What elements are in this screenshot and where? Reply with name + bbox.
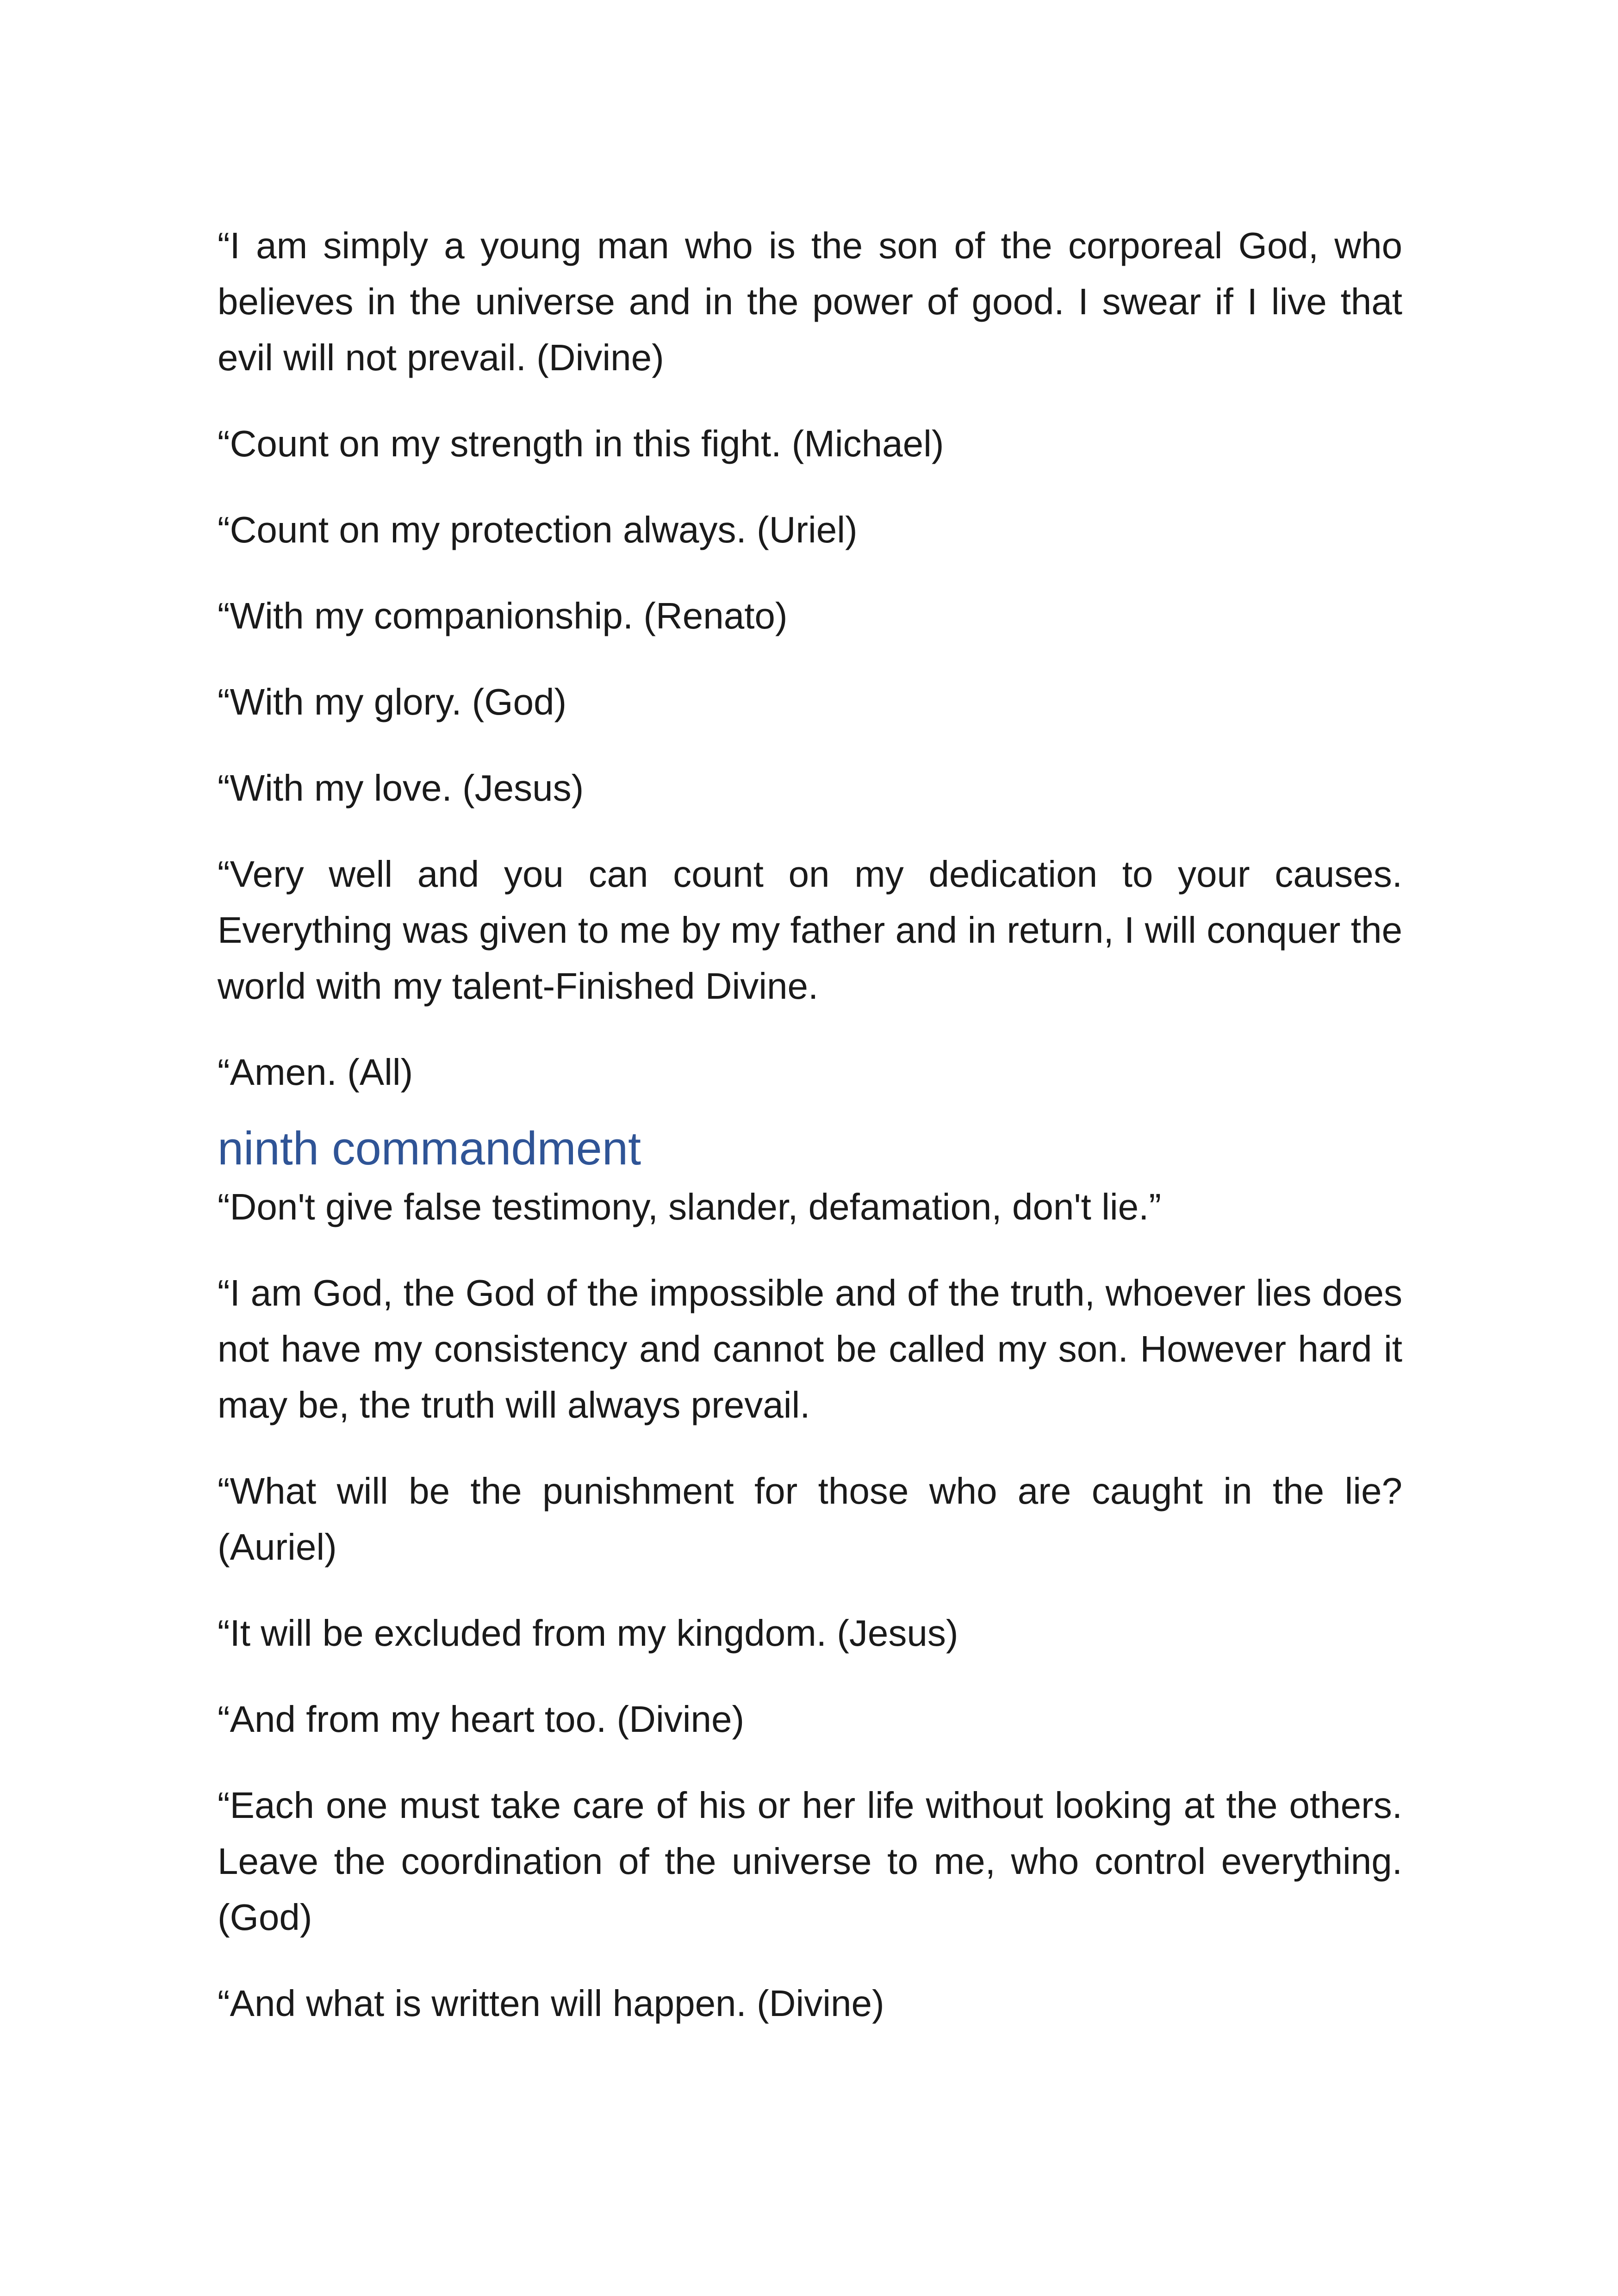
document-page bbox=[218, 218, 1402, 2061]
paragraph: “And what is written will happen. (Divine) bbox=[218, 1983, 884, 2024]
section-heading: ninth commandment bbox=[218, 1123, 641, 1175]
paragraph: “Don't give false testimony, slander, defamation, don't lie.” bbox=[218, 1186, 1161, 1227]
paragraph: “And from my heart too. (Divine) bbox=[218, 1699, 745, 1740]
paragraph: “Each one must take care of his or her life without looking at the others. Leave the coordination of the universe to me, who control everything. (God) bbox=[218, 1785, 1402, 1938]
paragraph: “With my glory. (God) bbox=[218, 681, 567, 722]
paragraph: “What will be the punishment for those who are caught in the lie? (Auriel) bbox=[218, 1470, 1402, 1568]
paragraph: “Amen. (All) bbox=[218, 1052, 413, 1093]
paragraph: “With my love. (Jesus) bbox=[218, 767, 584, 809]
paragraph: “It will be excluded from my kingdom. (Jesus) bbox=[218, 1612, 958, 1654]
paragraph: “I am God, the God of the impossible and of the truth, whoever lies does not have my consistency and cannot be called my son. However hard it may be, the truth will always prevail. bbox=[218, 1272, 1402, 1425]
paragraph: “Count on my protection always. (Uriel) bbox=[218, 509, 858, 550]
paragraph: “Very well and you can count on my dedication to your causes. Everything was given to me by my father and in return, I will conquer the world with my talent-Finished Divine. bbox=[218, 853, 1402, 1007]
paragraph: “I am simply a young man who is the son of the corporeal God, who believes in the universe and in the power of good. I swear if I live that evil will not prevail. (Divine) bbox=[218, 225, 1402, 378]
paragraph: “With my companionship. (Renato) bbox=[218, 595, 788, 636]
paragraph: “Count on my strength in this fight. (Michael) bbox=[218, 423, 944, 464]
